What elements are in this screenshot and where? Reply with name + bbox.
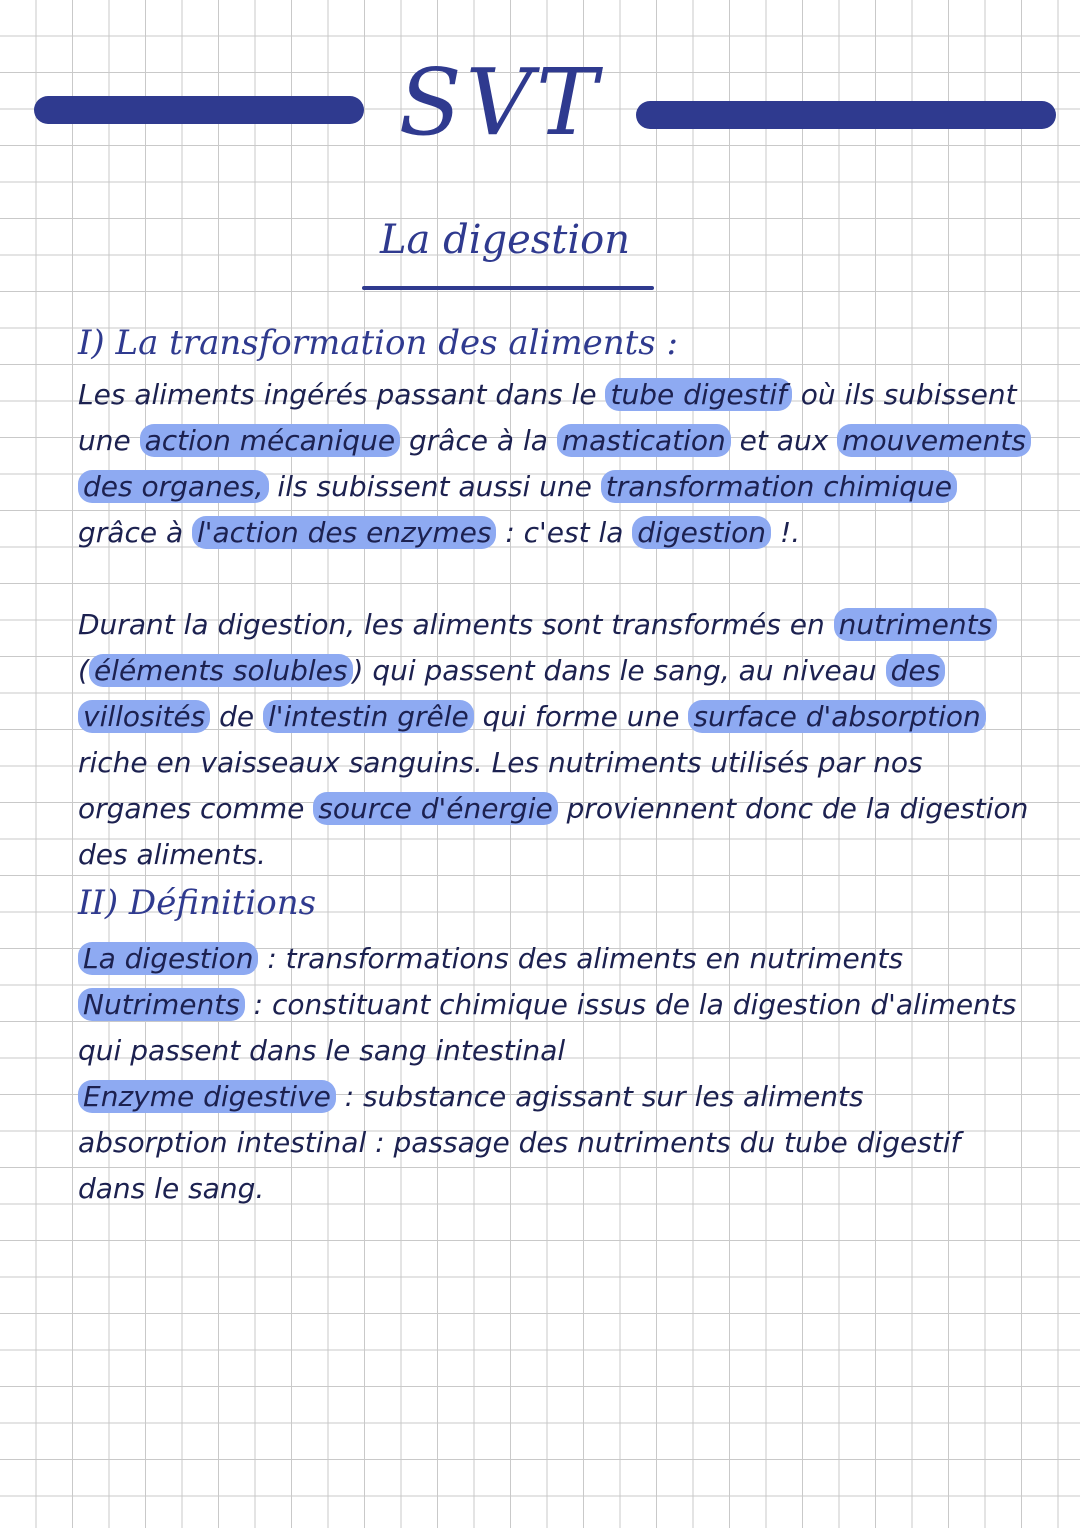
definition-text: dans le sang. bbox=[78, 1172, 265, 1205]
section-heading-transformation: I) La transformation des aliments : bbox=[78, 323, 679, 363]
subject-title: SVT bbox=[398, 49, 602, 156]
highlight-surface-absorption: surface d'absorption bbox=[688, 700, 985, 733]
highlight-source-energie: source d'énergie bbox=[313, 792, 557, 825]
text: de bbox=[210, 700, 264, 733]
definition-line bbox=[78, 982, 1038, 1028]
definition-term: Enzyme digestive bbox=[78, 1080, 336, 1113]
definitions-list bbox=[78, 936, 1038, 1212]
definition-text: : transformations des aliments en nutriments bbox=[258, 942, 904, 975]
highlight-tube-digestif: tube digestif bbox=[605, 378, 791, 411]
text: ils subissent aussi une bbox=[268, 470, 601, 503]
definition-line bbox=[78, 936, 1038, 982]
definition-line bbox=[78, 1074, 1038, 1120]
section-heading-definitions: II) Définitions bbox=[78, 883, 317, 923]
highlight-mastication: mastication bbox=[557, 424, 731, 457]
text: ) qui passent dans le sang, au niveau bbox=[352, 654, 886, 687]
title-underline bbox=[362, 286, 654, 290]
highlight-mouvements-organes: mouvements des organes, bbox=[78, 424, 1031, 503]
text: Durant la digestion, les aliments sont transformés en bbox=[78, 608, 834, 641]
highlight-nutriments: nutriments bbox=[834, 608, 998, 641]
definition-text: : constituant chimique issus de la digestion d'aliments bbox=[244, 988, 1017, 1021]
text: grâce à la bbox=[400, 424, 557, 457]
definition-term: Nutriments bbox=[78, 988, 245, 1021]
highlight-transformation-chimique: transformation chimique bbox=[601, 470, 957, 503]
text: qui forme une bbox=[473, 700, 689, 733]
definition-line bbox=[78, 1166, 1038, 1212]
definition-text: : substance agissant sur les aliments bbox=[335, 1080, 864, 1113]
paragraph-transformation bbox=[78, 372, 1038, 556]
text: où ils subissent une bbox=[78, 378, 1017, 457]
text: riche en vaisseaux sanguins. Les nutriments utilisés par nos organes comme bbox=[78, 746, 923, 825]
text: : c'est la bbox=[496, 516, 633, 549]
highlight-action-mecanique: action mécanique bbox=[140, 424, 400, 457]
definition-line bbox=[78, 1120, 1038, 1166]
highlight-action-enzymes: l'action des enzymes bbox=[192, 516, 496, 549]
definition-line bbox=[78, 1028, 1038, 1074]
highlight-villosites: des villosités bbox=[78, 654, 945, 733]
page-title: La digestion bbox=[379, 217, 631, 263]
text: Les aliments ingérés passant dans le bbox=[78, 378, 606, 411]
highlight-intestin-grele: l'intestin grêle bbox=[263, 700, 474, 733]
header-bar-left bbox=[34, 96, 364, 124]
text: et aux bbox=[730, 424, 838, 457]
highlight-digestion: digestion bbox=[632, 516, 771, 549]
text: grâce à bbox=[78, 516, 193, 549]
definition-term: La digestion bbox=[78, 942, 258, 975]
highlight-elements-solubles: éléments solubles bbox=[89, 654, 353, 687]
text: ( bbox=[78, 654, 89, 687]
definition-text: qui passent dans le sang intestinal bbox=[78, 1034, 566, 1067]
paragraph-nutriments bbox=[78, 602, 1038, 878]
definition-text: absorption intestinal : passage des nutriments du tube digestif bbox=[78, 1126, 961, 1159]
text: proviennent donc de la digestion des aliments. bbox=[78, 792, 1029, 871]
text: !. bbox=[771, 516, 801, 549]
header-bar-right bbox=[636, 101, 1056, 129]
